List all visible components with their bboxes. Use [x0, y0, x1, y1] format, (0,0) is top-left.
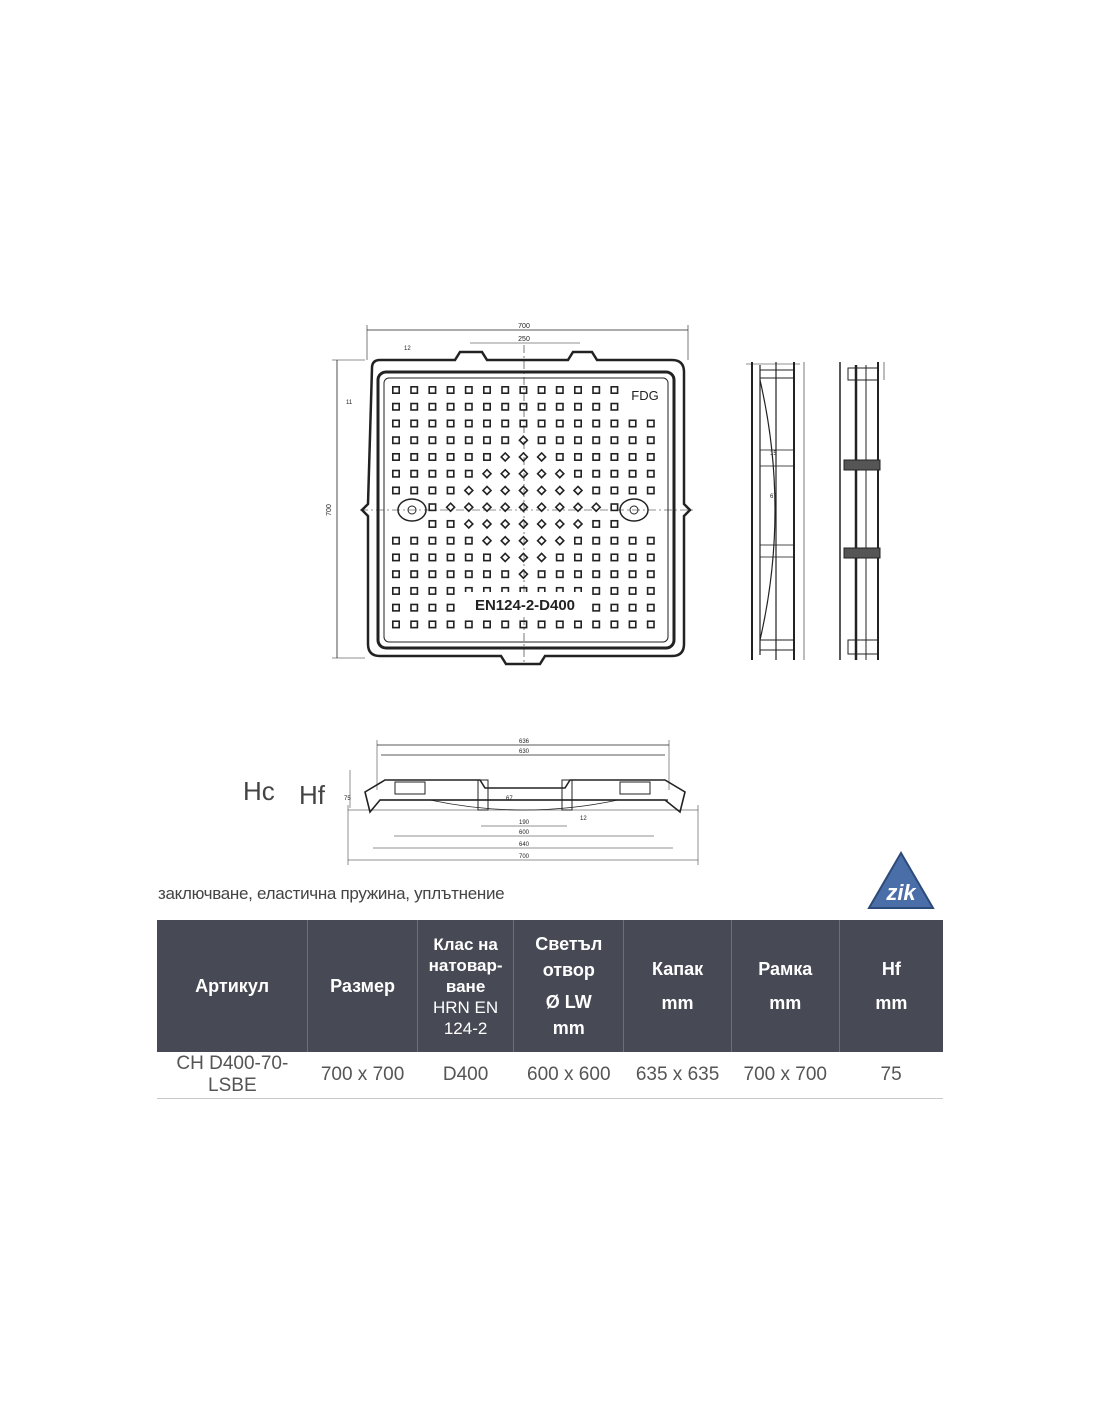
cover-pattern-cell	[447, 571, 453, 577]
cover-pattern-cell	[484, 404, 490, 410]
cover-pattern-cell	[611, 588, 617, 594]
cover-pattern-cell	[611, 621, 617, 627]
dim-700-left: 700	[326, 504, 333, 516]
cover-pattern-cell	[538, 571, 544, 577]
cover-brand: FDG	[631, 388, 659, 403]
hc-label: Hc	[243, 776, 275, 806]
cover-pattern-cell	[593, 437, 599, 443]
cover-pattern-cell	[429, 521, 435, 527]
cover-pattern-cell	[429, 621, 435, 627]
cover-pattern-cell	[611, 487, 617, 493]
cover-pattern-cell	[519, 537, 527, 545]
header-size: Размер	[308, 920, 418, 1052]
cover-pattern-cell	[575, 554, 581, 560]
cell-opening: 600 x 600	[514, 1052, 624, 1099]
cover-pattern-cell	[629, 588, 635, 594]
cover-pattern-cell	[575, 454, 581, 460]
cover-pattern-cell	[411, 554, 417, 560]
cover-pattern-cell	[393, 437, 399, 443]
cover-pattern-cell	[466, 454, 472, 460]
cover-pattern-cell	[501, 537, 509, 545]
cover-pattern-cell	[575, 537, 581, 543]
cover-pattern-cell	[393, 554, 399, 560]
cover-pattern-cell	[466, 404, 472, 410]
cover-pattern-cell	[629, 621, 635, 627]
sec-dim-636: 636	[518, 739, 530, 745]
cover-pattern-cell	[575, 387, 581, 393]
cover-pattern-cell	[593, 487, 599, 493]
cover-pattern-cell	[556, 470, 564, 478]
cover-pattern-cell	[429, 471, 435, 477]
header-cover: Капак mm	[624, 920, 731, 1052]
cover-pattern-cell	[447, 521, 453, 527]
cover-pattern-cell	[411, 437, 417, 443]
sec-dim-700: 700	[518, 854, 530, 860]
cover-pattern-cell	[447, 487, 453, 493]
cover-pattern-cell	[593, 604, 599, 610]
cover-pattern-cell	[466, 387, 472, 393]
cover-pattern-cell	[393, 604, 399, 610]
cover-pattern-cell	[629, 437, 635, 443]
cover-pattern-cell	[593, 404, 599, 410]
cover-pattern-cell	[447, 621, 453, 627]
cover-pattern-cell	[611, 571, 617, 577]
cell-article: CH D400-70-LSBE	[157, 1052, 308, 1099]
cover-pattern	[393, 387, 654, 628]
cover-pattern-cell	[519, 520, 527, 528]
cover-pattern-cell	[484, 420, 490, 426]
cover-pattern-cell	[429, 404, 435, 410]
cover-pattern-cell	[519, 436, 527, 444]
cover-pattern-cell	[411, 387, 417, 393]
cover-pattern-cell	[502, 387, 508, 393]
cover-pattern-cell	[447, 404, 453, 410]
cover-pattern-cell	[538, 520, 546, 528]
cover-pattern-cell	[593, 571, 599, 577]
cover-pattern-cell	[393, 454, 399, 460]
dim-700-top: 700	[518, 323, 530, 330]
cover-pattern-cell	[393, 420, 399, 426]
cover-pattern-cell	[393, 471, 399, 477]
cover-pattern-cell	[429, 571, 435, 577]
cover-pattern-cell	[393, 404, 399, 410]
cover-pattern-cell	[501, 470, 509, 478]
cover-pattern-cell	[429, 604, 435, 610]
cover-pattern-cell	[466, 554, 472, 560]
cell-size: 700 x 700	[308, 1052, 418, 1099]
sec-dim-67: 67	[506, 796, 513, 802]
sec-dim-640: 640	[518, 842, 530, 848]
cover-pattern-cell	[483, 537, 491, 545]
cover-pattern-cell	[484, 554, 490, 560]
cover-pattern-cell	[520, 420, 526, 426]
cover-pattern-cell	[593, 588, 599, 594]
cover-pattern-cell	[611, 521, 617, 527]
cover-pattern-cell	[429, 454, 435, 460]
cover-pattern-cell	[484, 571, 490, 577]
side-view-a	[746, 362, 804, 660]
cover-pattern-cell	[538, 387, 544, 393]
cover-pattern-cell	[593, 420, 599, 426]
cover-pattern-cell	[447, 420, 453, 426]
cover-pattern-cell	[593, 454, 599, 460]
cover-pattern-cell	[411, 604, 417, 610]
zik-logo-text: zik	[886, 880, 916, 905]
cover-pattern-cell	[648, 471, 654, 477]
cover-pattern-cell	[593, 537, 599, 543]
cover-pattern-cell	[502, 437, 508, 443]
cover-pattern-cell	[520, 404, 526, 410]
cover-pattern-cell	[611, 504, 617, 510]
cover-pattern-cell	[575, 471, 581, 477]
cover-pattern-cell	[556, 486, 564, 494]
cover-pattern-cell	[629, 487, 635, 493]
cover-pattern-cell	[393, 588, 399, 594]
cover-pattern-cell	[502, 420, 508, 426]
dim-12: 12	[404, 346, 411, 352]
product-spec-table	[157, 920, 943, 1099]
cover-pattern-cell	[538, 404, 544, 410]
cover-pattern-cell	[484, 621, 490, 627]
cover-pattern-cell	[502, 621, 508, 627]
cover-pattern-cell	[574, 486, 582, 494]
cover-pattern-cell	[501, 520, 509, 528]
header-frame: Рамка mm	[731, 920, 839, 1052]
cover-pattern-cell	[648, 604, 654, 610]
cover-pattern-cell	[520, 621, 526, 627]
cover-pattern-cell	[519, 486, 527, 494]
cover-pattern-cell	[393, 621, 399, 627]
cover-pattern-cell	[520, 387, 526, 393]
cover-pattern-cell	[556, 537, 564, 545]
cover-pattern-cell	[465, 520, 473, 528]
cover-pattern-cell	[611, 404, 617, 410]
cover-pattern-cell	[447, 471, 453, 477]
header-hf: Hf mm	[839, 920, 943, 1052]
cover-pattern-cell	[483, 470, 491, 478]
cover-pattern-cell	[538, 420, 544, 426]
cover-pattern-cell	[629, 571, 635, 577]
cover-pattern-cell	[411, 420, 417, 426]
cover-pattern-cell	[538, 453, 546, 461]
cover-pattern-cell	[465, 486, 473, 494]
cover-pattern-cell	[629, 454, 635, 460]
cover-pattern-cell	[556, 520, 564, 528]
cell-frame: 700 x 700	[731, 1052, 839, 1099]
cover-pattern-cell	[575, 621, 581, 627]
cover-pattern-cell	[501, 486, 509, 494]
cover-pattern-cell	[447, 454, 453, 460]
cover-pattern-cell	[557, 554, 563, 560]
cover-pattern-cell	[593, 554, 599, 560]
cover-pattern-cell	[611, 437, 617, 443]
sec-dim-600: 600	[518, 830, 530, 836]
cover-pattern-cell	[411, 537, 417, 543]
cover-pattern-cell	[429, 588, 435, 594]
cover-pattern-cell	[648, 571, 654, 577]
cover-pattern-cell	[411, 621, 417, 627]
cover-pattern-cell	[519, 453, 527, 461]
cover-pattern-cell	[629, 420, 635, 426]
cover-pattern-cell	[429, 487, 435, 493]
cover-pattern-cell	[519, 470, 527, 478]
cover-pattern-cell	[611, 454, 617, 460]
cover-pattern-cell	[447, 588, 453, 594]
cover-pattern-cell	[648, 537, 654, 543]
zik-logo	[866, 850, 936, 912]
cover-pattern-cell	[648, 420, 654, 426]
cover-pattern-cell	[466, 437, 472, 443]
cover-pattern-cell	[447, 604, 453, 610]
dim-11: 11	[346, 400, 353, 406]
cell-load-class: D400	[417, 1052, 513, 1099]
cover-pattern-cell	[648, 554, 654, 560]
cover-pattern-cell	[611, 387, 617, 393]
dim-15: 15	[770, 451, 777, 457]
cover-pattern-cell	[538, 486, 546, 494]
cover-pattern-cell	[557, 420, 563, 426]
cover-pattern-cell	[648, 621, 654, 627]
cover-pattern-cell	[629, 537, 635, 543]
cover-pattern-cell	[538, 553, 546, 561]
cover-pattern-cell	[538, 437, 544, 443]
cover-pattern-cell	[593, 471, 599, 477]
cover-pattern-cell	[575, 571, 581, 577]
table-row	[157, 1052, 943, 1099]
cover-pattern-cell	[575, 437, 581, 443]
cover-pattern-cell	[466, 571, 472, 577]
cover-pattern-cell	[648, 437, 654, 443]
cover-pattern-cell	[575, 404, 581, 410]
cover-pattern-cell	[429, 554, 435, 560]
cover-pattern-cell	[411, 487, 417, 493]
cover-pattern-cell	[557, 454, 563, 460]
cover-pattern-cell	[411, 588, 417, 594]
cover-pattern-cell	[648, 588, 654, 594]
cover-pattern-cell	[447, 437, 453, 443]
cover-pattern-cell	[611, 604, 617, 610]
cover-pattern-cell	[502, 404, 508, 410]
cover-pattern-cell	[501, 453, 509, 461]
cover-pattern-cell	[648, 487, 654, 493]
cover-pattern-cell	[393, 387, 399, 393]
cover-pattern-cell	[557, 404, 563, 410]
cover-pattern-cell	[502, 571, 508, 577]
cover-pattern-cell	[411, 454, 417, 460]
cover-pattern-cell	[393, 487, 399, 493]
cover-pattern-cell	[611, 537, 617, 543]
header-load-class: Клас на натовар- ване HRN EN 124-2	[417, 920, 513, 1052]
cover-pattern-cell	[447, 537, 453, 543]
cover-pattern-cell	[429, 437, 435, 443]
cover-pattern-cell	[538, 621, 544, 627]
cover-pattern-cell	[393, 571, 399, 577]
cover-pattern-cell	[483, 520, 491, 528]
cover-pattern-cell	[466, 420, 472, 426]
cover-pattern-cell	[447, 387, 453, 393]
cover-pattern-cell	[574, 520, 582, 528]
cover-pattern-cell	[575, 420, 581, 426]
cover-pattern-cell	[611, 554, 617, 560]
cover-pattern-cell	[557, 621, 563, 627]
cover-pattern-cell	[538, 470, 546, 478]
cover-pattern-cell	[629, 471, 635, 477]
cover-pattern-cell	[611, 471, 617, 477]
cover-pattern-cell	[429, 504, 435, 510]
cover-pattern-cell	[593, 387, 599, 393]
cover-pattern-cell	[519, 553, 527, 561]
cover-pattern-cell	[648, 454, 654, 460]
cover-pattern-cell	[629, 554, 635, 560]
cover-pattern-cell	[447, 554, 453, 560]
cover-pattern-cell	[393, 537, 399, 543]
cover-pattern-cell	[557, 387, 563, 393]
cover-pattern-cell	[593, 621, 599, 627]
cover-pattern-cell	[593, 521, 599, 527]
sec-dim-75: 75	[344, 796, 351, 802]
cover-pattern-cell	[429, 420, 435, 426]
hf-label: Hf	[299, 780, 325, 810]
cover-pattern-cell	[557, 571, 563, 577]
cover-pattern-cell	[538, 537, 546, 545]
cover-pattern-cell	[629, 604, 635, 610]
cell-cover: 635 x 635	[624, 1052, 731, 1099]
product-features-subtitle: заключване, еластична пружина, уплътнение	[158, 884, 505, 903]
cell-hf: 75	[839, 1052, 943, 1099]
cover-pattern-cell	[611, 420, 617, 426]
cover-pattern-cell	[429, 387, 435, 393]
cover-pattern-cell	[501, 553, 509, 561]
cover-pattern-cell	[466, 471, 472, 477]
header-clear-opening: Светъл отвор Ø LW mm	[514, 920, 624, 1052]
cover-pattern-cell	[484, 387, 490, 393]
cover-pattern-cell	[466, 537, 472, 543]
cover-marking: EN124-2-D400	[474, 597, 576, 614]
cover-pattern-cell	[519, 570, 527, 578]
cover-pattern-cell	[411, 471, 417, 477]
sec-dim-12: 12	[580, 816, 587, 822]
cover-pattern-cell	[484, 454, 490, 460]
dim-67: 67	[770, 494, 777, 500]
cover-pattern-cell	[484, 437, 490, 443]
cover-pattern-cell	[429, 537, 435, 543]
cover-pattern-cell	[411, 404, 417, 410]
cover-pattern-cell	[466, 621, 472, 627]
header-article: Артикул	[157, 920, 308, 1052]
dim-250: 250	[518, 336, 530, 343]
cover-pattern-cell	[483, 486, 491, 494]
cover-pattern-cell	[557, 437, 563, 443]
sec-dim-190: 190	[518, 820, 530, 826]
table-header-row	[157, 920, 943, 1052]
side-view-b	[840, 362, 884, 660]
sec-dim-630: 630	[518, 749, 530, 755]
cover-pattern-cell	[411, 571, 417, 577]
